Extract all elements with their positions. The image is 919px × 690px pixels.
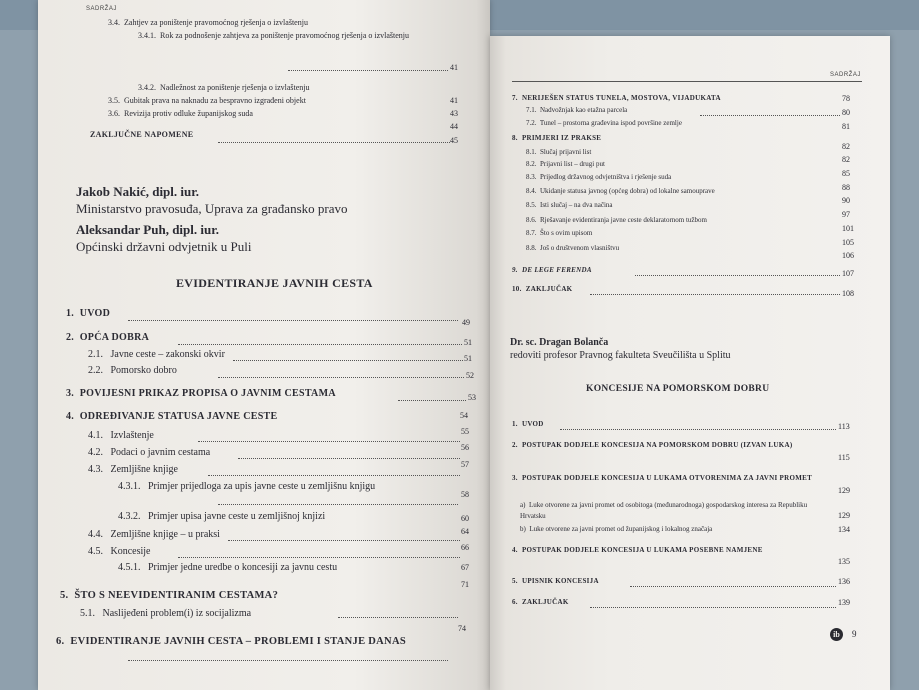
leader-dots [178,557,460,558]
toc-entry: 8.6. Rješavanje evidentiranja javne ceste deklaratornom tužbom [526,216,707,224]
right-book-page [490,36,890,690]
toc-entry: 3.6. Revizija protiv odluke županijskog suda [108,109,253,118]
leader-dots [238,458,460,459]
page-ref: 106 [842,251,854,260]
toc-entry: 1. UVOD [512,420,544,428]
toc-entry: 4.2. Podaci o javnim cestama [88,447,211,458]
leader-dots [198,441,460,442]
toc-entry: 4.4. Zemljišne knjige – u praksi [88,529,220,540]
toc-entry: ZAKLJUČNE NAPOMENE [90,130,194,139]
page-ref: 51 [464,354,472,363]
toc-entry: 5. UPISNIK KONCESIJA [512,577,599,585]
page-ref: 41 [450,63,458,72]
page-ref: 135 [838,557,850,566]
leader-dots [630,586,836,587]
leader-dots [338,617,458,618]
publisher-logo-icon: ib [830,628,843,641]
author-affiliation: Ministarstvo pravosuđa, Uprava za građansko pravo [76,201,348,216]
page-ref: 56 [461,443,469,452]
toc-entry: 4.5.1. Primjer jedne uredbe o koncesiji za javnu cestu [118,562,338,573]
toc-entry: 8.8. Još o društvenom vlasništvu [526,244,620,252]
page-ref: 129 [838,511,850,520]
page-ref: 82 [842,142,850,151]
page-ref: 44 [450,122,458,131]
toc-entry: 7. NERIJEŠEN STATUS TUNELA, MOSTOVA, VIJADUKATA [512,94,721,102]
toc-entry: 6. ZAKLJUČAK [512,598,569,606]
toc-entry: 3. POSTUPAK DODJELE KONCESIJA U LUKAMA OTVORENIMA ZA JAVNI PROMET [512,474,813,482]
page-ref: 43 [450,109,458,118]
toc-entry: b) Luke otvorene za javni promet od županijskog i lokalnog značaja [520,525,713,533]
page-ref: 115 [838,453,850,462]
page-ref: 74 [458,624,466,633]
article-title: EVIDENTIRANJE JAVNIH CESTA [176,276,373,290]
page-ref: 113 [838,422,850,431]
page-ref: 88 [842,183,850,192]
leader-dots [288,70,448,71]
toc-entry: a) Luke otvorene za javni promet od osobitoga (međunarodnoga) gospodarskog interesa za Republiku Hrvatsku [520,501,808,520]
author-affiliation: redoviti profesor Pravnog fakulteta Sveučilišta u Splitu [510,350,731,361]
page-ref: 57 [461,460,469,469]
toc-entry: 7.2. Tunel – prostorna građevina ispod površine zemlje [526,119,682,127]
page-ref: 41 [450,96,458,105]
running-head: SADRŽAJ [830,72,861,78]
page-ref: 85 [842,169,850,178]
toc-entry: 3.4. Zahtjev za poništenje pravomoćnog rješenja o izvlaštenju [108,18,308,27]
page-ref: 71 [461,580,469,589]
page-ref: 81 [842,122,850,131]
page-ref: 53 [468,393,476,402]
toc-entry: 8.7. Što s ovim upisom [526,229,593,237]
leader-dots [700,115,840,116]
header-rule [512,81,862,82]
leader-dots [398,400,466,401]
page-ref: 136 [838,577,850,586]
page-ref: 64 [461,527,469,536]
leader-dots [560,429,836,430]
page-ref: 129 [838,486,850,495]
page-ref: 107 [842,269,854,278]
toc-entry: 2. POSTUPAK DODJELE KONCESIJA NA POMORSKOM DOBRU (IZVAN LUKA) [512,441,793,449]
toc-entry: 4.3.2. Primjer upisa javne ceste u zemljišnoj knjizi [118,511,326,522]
author-name: Jakob Nakić, dipl. iur. [76,184,200,199]
leader-dots [128,660,448,661]
page-ref: 67 [461,563,469,572]
leader-dots [233,360,463,361]
article-title: KONCESIJE NA POMORSKOM DOBRU [586,384,770,394]
page-ref: 54 [460,411,468,420]
leader-dots [590,607,836,608]
toc-entry: 4.3. Zemljišne knjige [88,464,178,475]
page-ref: 60 [461,514,469,523]
toc-entry: 6. EVIDENTIRANJE JAVNIH CESTA – PROBLEMI I STANJE DANAS [56,636,406,647]
toc-entry: 2.1. Javne ceste – zakonski okvir [88,349,225,360]
page-ref: 49 [462,318,470,327]
toc-entry: 3.4.2. Nadležnost za poništenje rješenja o izvlaštenju [138,83,310,92]
page-ref: 139 [838,598,850,607]
leader-dots [128,320,458,321]
leader-dots [635,275,840,276]
toc-entry: 8.3. Prijedlog državnog odvjetništva i rješenje suda [526,173,672,181]
page-ref: 134 [838,525,850,534]
toc-entry: 2.2. Pomorsko dobro [88,365,177,376]
toc-entry: 7.1. Nadvožnjak kao etažna parcela [526,106,628,114]
page-ref: 97 [842,210,850,219]
toc-entry: 10. ZAKLJUČAK [512,285,573,293]
author-name: Aleksandar Puh, dipl. iur. [76,222,220,237]
page-ref: 101 [842,224,854,233]
toc-entry: 4. ODREĐIVANJE STATUSA JAVNE CESTE [66,411,278,422]
page-ref: 105 [842,238,854,247]
toc-entry: 4.3.1. Primjer prijedloga za upis javne ceste u zemljišnu knjigu [118,481,376,492]
leader-dots [228,540,460,541]
page-ref: 90 [842,196,850,205]
leader-dots [218,504,458,505]
leader-dots [218,377,464,378]
toc-entry: 4.1. Izvlaštenje [88,430,154,441]
running-head: SADRŽAJ [86,6,117,12]
page-ref: 55 [461,427,469,436]
page-ref: 51 [464,338,472,347]
toc-entry: 2. OPĆA DOBRA [66,332,150,343]
page-ref: 58 [461,490,469,499]
toc-entry: 4. POSTUPAK DODJELE KONCESIJA U LUKAMA POSEBNE NAMJENE [512,546,763,554]
toc-entry: 3. POVIJESNI PRIKAZ PROPISA O JAVNIM CESTAMA [66,388,336,399]
leader-dots [590,294,840,295]
toc-entry: 8.2. Prijavni list – drugi put [526,160,605,168]
author-name: Dr. sc. Dragan Bolanča [510,337,609,348]
left-book-page [38,0,490,690]
page-number: 9 [852,629,857,639]
toc-entry: 3.5. Gubitak prava na naknadu za bespravno izgrađeni objekt [108,96,306,105]
toc-entry: 8.1. Slučaj prijavni list [526,148,592,156]
toc-entry: 5.1. Naslijeđeni problem(i) iz socijalizma [80,608,252,619]
page-ref: 52 [466,371,474,380]
toc-entry: 4.5. Koncesije [88,546,151,557]
page-ref: 82 [842,155,850,164]
toc-entry: 8.5. Isti slučaj – na dva načina [526,201,613,209]
toc-entry: 9. DE LEGE FERENDA [512,266,592,274]
leader-dots [178,344,462,345]
page-ref: 80 [842,108,850,117]
author-affiliation: Općinski državni odvjetnik u Puli [76,239,252,254]
toc-entry: 8.4. Ukidanje statusa javnog (općeg dobra) od lokalne samouprave [526,187,715,195]
toc-entry: 3.4.1. Rok za podnošenje zahtjeva za poništenje pravomoćnog rješenja o izvlaštenju [138,31,410,40]
leader-dots [218,142,450,143]
page-ref: 108 [842,289,854,298]
toc-entry: 5. ŠTO S NEEVIDENTIRANIM CESTAMA? [60,590,279,601]
page-ref: 78 [842,94,850,103]
toc-entry: 8. PRIMJERI IZ PRAKSE [512,134,602,142]
page-ref: 66 [461,543,469,552]
toc-entry: 1. UVOD [66,308,111,319]
page-ref: 45 [450,136,458,145]
leader-dots [208,475,460,476]
